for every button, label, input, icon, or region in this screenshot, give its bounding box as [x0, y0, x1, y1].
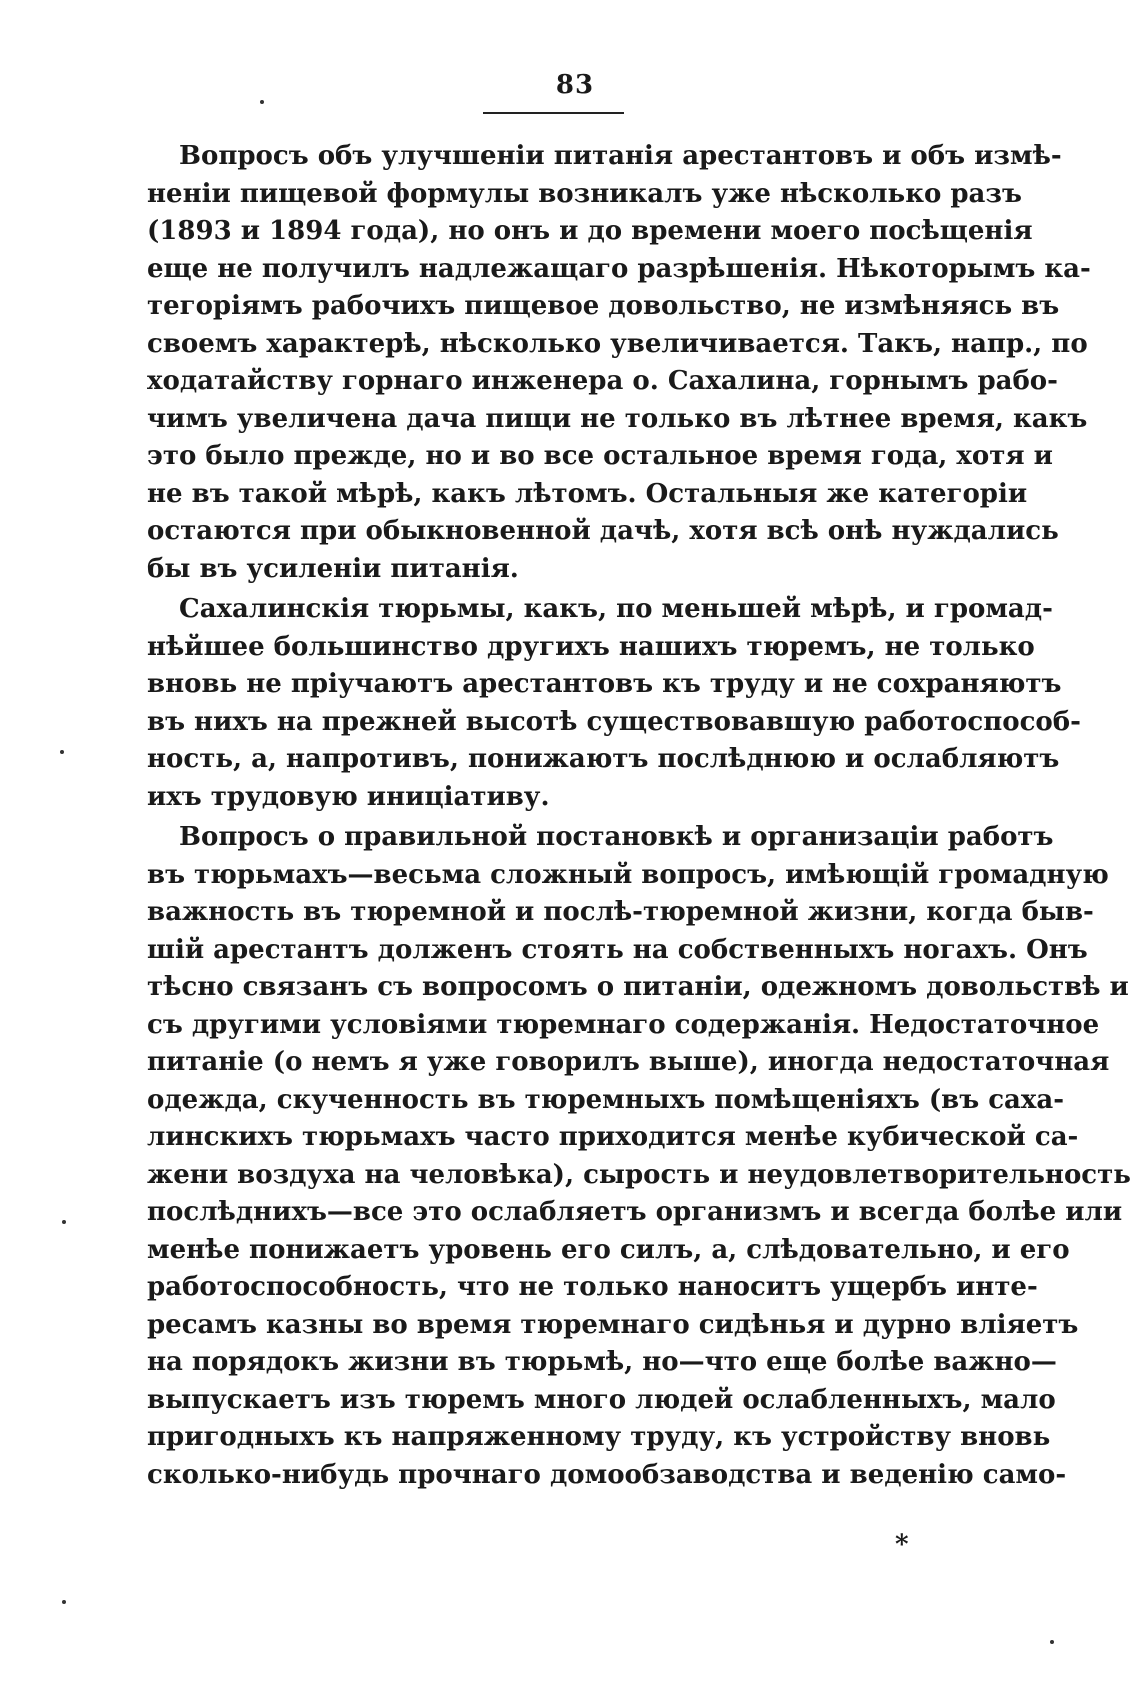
text-line: тегоріямъ рабочихъ пищевое довольство, не измѣняясь въ — [147, 291, 1060, 321]
text-line: пригодныхъ къ напряженному труду, къ устройству вновь — [147, 1422, 1051, 1452]
paragraph — [147, 591, 1081, 816]
text-line: важность въ тюремной и послѣ-тюремной жизни, когда быв- — [147, 897, 1094, 927]
text-line: послѣднихъ—все это ослабляетъ организмъ и всегда болѣе или — [147, 1197, 1123, 1227]
body-text — [147, 138, 1131, 1494]
text-line: линскихъ тюрьмахъ часто приходится менѣе кубической са- — [147, 1122, 1079, 1152]
text-line: Вопросъ объ улучшеніи питанія арестантовъ и объ измѣ- — [179, 141, 1062, 171]
text-line: Вопросъ о правильной постановкѣ и организаціи работъ — [179, 822, 1054, 852]
text-line: ность, а, напротивъ, понижаютъ послѣднюю и ослабляютъ — [147, 744, 1060, 774]
page-number: 83 — [555, 70, 595, 100]
paragraph — [147, 819, 1131, 1494]
text-line: на порядокъ жизни въ тюрьмѣ, но—что еще болѣе важно— — [147, 1347, 1057, 1377]
speck — [60, 750, 64, 754]
text-line: въ тюрьмахъ—весьма сложный вопросъ, имѣющій громадную — [147, 859, 1109, 890]
text-line: выпускаетъ изъ тюремъ много людей ослабленныхъ, мало — [147, 1384, 1056, 1415]
text-line: менѣе понижаетъ уровень его силъ, а, слѣдовательно, и его — [147, 1234, 1070, 1265]
text-line: сколько-нибудь прочнаго домообзаводства и веденію само- — [147, 1459, 1067, 1490]
text-line: шій арестантъ долженъ стоять на собственныхъ ногахъ. Онъ — [147, 934, 1088, 965]
paragraph — [147, 138, 1091, 588]
text-line: ихъ трудовую иниціативу. — [147, 781, 550, 812]
speck — [1050, 1640, 1054, 1644]
text-line: не въ такой мѣрѣ, какъ лѣтомъ. Остальныя же категоріи — [147, 478, 1028, 509]
signature-mark: * — [895, 1530, 909, 1560]
text-line: (1893 и 1894 года), но онъ и до времени моего посѣщенія — [147, 216, 1033, 246]
text-line: неніи пищевой формулы возникалъ уже нѣсколько разъ — [147, 178, 1022, 209]
text-line: чимъ увеличена дача пищи не только въ лѣтнее время, какъ — [147, 403, 1088, 434]
text-line: своемъ характерѣ, нѣсколько увеличивается. Такъ, напр., по — [147, 328, 1088, 359]
text-line: въ нихъ на прежней высотѣ существовавшую работоспособ- — [147, 706, 1081, 737]
speck — [260, 100, 264, 104]
text-line: одежда, скученность въ тюремныхъ помѣщеніяхъ (въ саха- — [147, 1084, 1065, 1115]
text-line: еще не получилъ надлежащаго разрѣшенія. Нѣкоторымъ ка- — [147, 253, 1091, 284]
text-line: вновь не пріучаютъ арестантовъ къ труду и не сохраняютъ — [147, 669, 1062, 699]
text-line: работоспособность, что не только наноситъ ущербъ инте- — [147, 1272, 1038, 1302]
text-line: жени воздуха на человѣка), сырость и неудовлетворительность — [147, 1159, 1131, 1190]
text-line: ходатайству горнаго инженера о. Сахалина, горнымъ рабо- — [147, 366, 1058, 396]
text-line: остаются при обыкновенной дачѣ, хотя всѣ онѣ нуждались — [147, 516, 1059, 546]
text-line: тѣсно связанъ съ вопросомъ о питаніи, одежномъ довольствѣ и — [147, 972, 1129, 1002]
text-line: бы въ усиленіи питанія. — [147, 553, 519, 584]
text-line: питаніе (о немъ я уже говорилъ выше), иногда недостаточная — [147, 1047, 1110, 1077]
speck — [62, 1600, 66, 1604]
text-line: съ другими условіями тюремнаго содержанія. Недостаточное — [147, 1009, 1100, 1040]
header-rule — [483, 112, 624, 114]
speck — [62, 1220, 66, 1224]
text-line: нѣйшее большинство другихъ нашихъ тюремъ, не только — [147, 631, 1035, 662]
text-line: ресамъ казны во время тюремнаго сидѣнья и дурно вліяетъ — [147, 1309, 1079, 1340]
text-line: это было прежде, но и во все остальное время года, хотя и — [147, 441, 1053, 471]
text-line: Сахалинскія тюрьмы, какъ, по меньшей мѣрѣ, и громад- — [179, 594, 1053, 624]
